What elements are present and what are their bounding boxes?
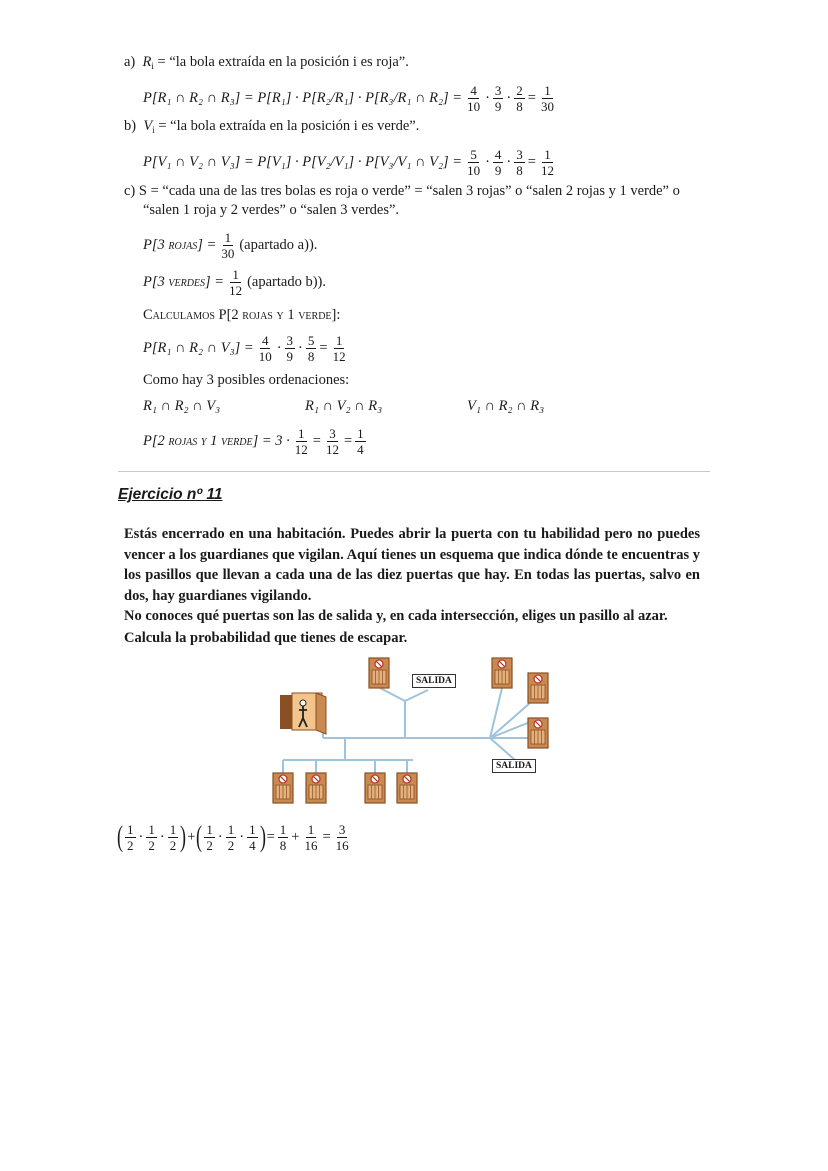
start-room-icon [280,693,326,734]
door-7-icon [365,773,385,803]
order-1: R₁ ∩ R₂ ∩ V₃ [143,398,221,414]
orders-text: Como hay 3 posibles ordenaciones: [143,372,350,388]
part-c-line1: c) S = “cada una de las tres bolas es roja o verde” = “salen 3 rojas” o “salen 2 rojas y 1 verde” o [124,183,680,199]
door-6-icon [306,773,326,803]
exercise-paragraph-3: Calcula la probabilidad que tienes de escapar. [124,630,408,646]
part-c-line2: “salen 1 roja y 2 verdes” o “salen 3 verdes”. [143,202,400,218]
door-1-icon [369,658,389,688]
door-5-icon [273,773,293,803]
exit-sign-top: SALIDA [412,674,456,688]
p-3-rojas: P[3 rojas] = $\frac{1}{30}$ (apartado a)). [143,230,318,261]
exercise-paragraph-2: No conoces qué puertas son las de salida y, en cada intersección, eliges un pasillo al azar. [124,608,668,624]
door-3-icon [528,673,548,703]
order-2: R₁ ∩ V₂ ∩ R₃ [305,398,383,414]
exercise-paragraph-1: Estás encerrado en una habitación. Puedes abrir la puerta con tu habilidad pero no puedes vencer a los guardianes que vigilan. Aquí tienes un esquema que indica dónde te encuentras y los pasillos que llevan a cada una de las diez puertas que hay. En todas las puertas, salvo en dos, hay guardianes vigilando. [124,526,700,604]
p-3-verdes: P[3 verdes] = $\frac{1}{12}$ (apartado b)). [143,267,326,298]
part-a-formula: P[R₁ ∩ R₂ ∩ R₃] = P[R₁] · P[R₂/R₁] · P[R₃/R₁ ∩ R₂] = $\frac{4}{10}$ · $\frac{3}{9}$ · $\frac{2}{8}$ = $\frac{1}{30}$ [143,83,554,114]
answer-formula: ( $\frac{1}{2}$ · $\frac{1}{2}$ · $\frac{1}{2}$ ) + ( $\frac{1}{2}$ · $\frac{1}{2}$ · $\frac{1}{4}$ ) = $\frac{1}{8}$ + $\frac{1}{16}$ = $\frac{3}{16}$ [117,820,349,853]
exit-sign-bottom: SALIDA [492,759,536,773]
order-3: V₁ ∩ R₂ ∩ R₃ [467,398,545,414]
exercise-title: Ejercicio nº 11 [118,486,223,503]
door-8-icon [397,773,417,803]
door-2-icon [492,658,512,688]
door-4-icon [528,718,548,748]
calc-text: Calculamos P[2 rojas y 1 verde]: [143,307,341,323]
calc-formula: P[R₁ ∩ R₂ ∩ V₃] = $\frac{4}{10}$ · $\frac{3}{9}$ · $\frac{5}{8}$ = $\frac{1}{12}$ [143,333,346,364]
part-b-formula: P[V₁ ∩ V₂ ∩ V₃] = P[V₁] · P[V₂/V₁] · P[V₃/V₁ ∩ V₂] = $\frac{5}{10}$ · $\frac{4}{9}$ · $\frac{3}{8}$ = $\frac{1}{12}$ [143,147,554,178]
final-formula: P[2 rojas y 1 verde] = 3 · $\frac{1}{12}$ = $\frac{3}{12}$ = $\frac{1}{4}$ [143,426,364,457]
part-a-definition: a) $R_i$ = “la bola extraída en la posición i es roja”. [124,54,409,71]
part-b-definition: b) $V_i$ = “la bola extraída en la posición i es verde”. [124,118,420,135]
